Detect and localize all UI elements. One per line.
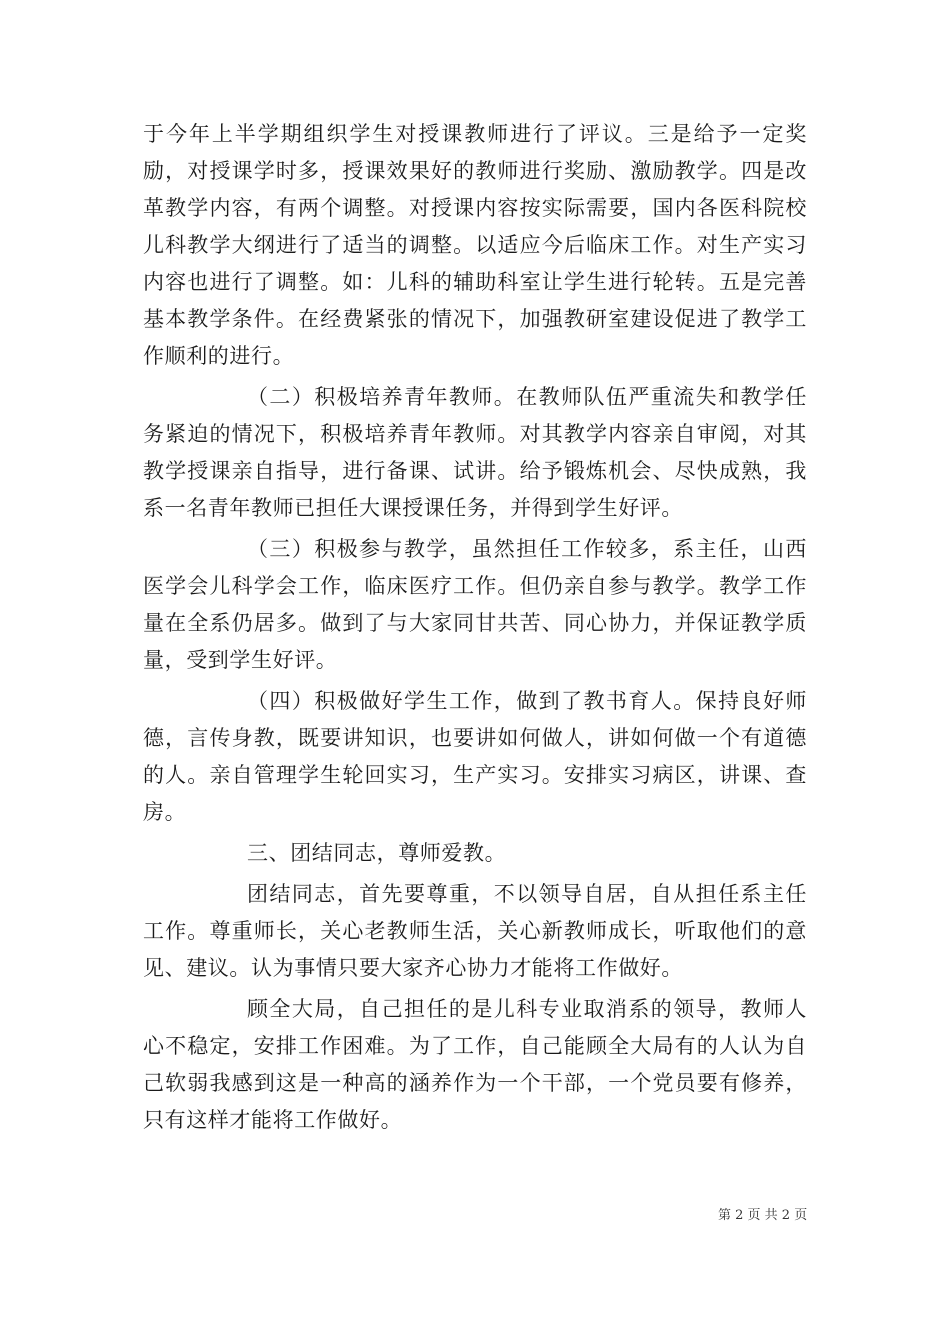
paragraph-evaluation-reform: 于今年上半学期组织学生对授课教师进行了评议。三是给予一定奖励，对授课学时多，授课效果好的教师进行奖励、激励教学。四是改革教学内容，有两个调整。对授课内容按实际需要，国内各医科院校儿科教学大纲进行了适当的调整。以适应今后临床工作。对生产实习内容也进行了调整。如：儿科的辅助科室让学生进行轮转。五是完善基本教学条件。在经费紧张的情况下，加强教研室建设促进了教学工作顺利的进行。 (143, 122, 807, 368)
paragraph-overall-situation: 顾全大局，自己担任的是儿科专业取消系的领导，教师人心不稳定，安排工作困难。为了工作，自己能顾全大局有的人认为自己软弱我感到这是一种高的涵养作为一个干部，一个党员要有修养，只有这样才能将工作做好。 (143, 997, 807, 1132)
paragraph-teaching-participation: （三）积极参与教学，虽然担任工作较多，系主任，山西医学会儿科学会工作，临床医疗工作。但仍亲自参与教学。教学工作量在全系仍居多。做到了与大家同甘共苦、同心协力，并保证教学质量，受到学生好评。 (143, 537, 807, 672)
paragraph-unity-respect: 团结同志，首先要尊重，不以领导自居，自从担任系主任工作。尊重师长，关心老教师生活，关心新教师成长，听取他们的意见、建议。认为事情只要大家齐心协力才能将工作做好。 (143, 882, 807, 980)
page-number-footer: 第 2 页 共 2 页 (718, 1208, 808, 1223)
section-heading-unity: 三、团结同志，尊师爱教。 (247, 841, 507, 865)
document-body (143, 116, 807, 1139)
paragraph-young-teachers: （二）积极培养青年教师。在教师队伍严重流失和教学任务紧迫的情况下，积极培养青年教师。对其教学内容亲自审阅，对其教学授课亲自指导，进行备课、试讲。给予锻炼机会、尽快成熟，我系一名青年教师已担任大课授课任务，并得到学生好评。 (143, 385, 807, 520)
paragraph-student-work: （四）积极做好学生工作，做到了教书育人。保持良好师德，言传身教，既要讲知识，也要讲如何做人，讲如何做一个有道德的人。亲自管理学生轮回实习，生产实习。安排实习病区，讲课、查房。 (143, 689, 807, 824)
